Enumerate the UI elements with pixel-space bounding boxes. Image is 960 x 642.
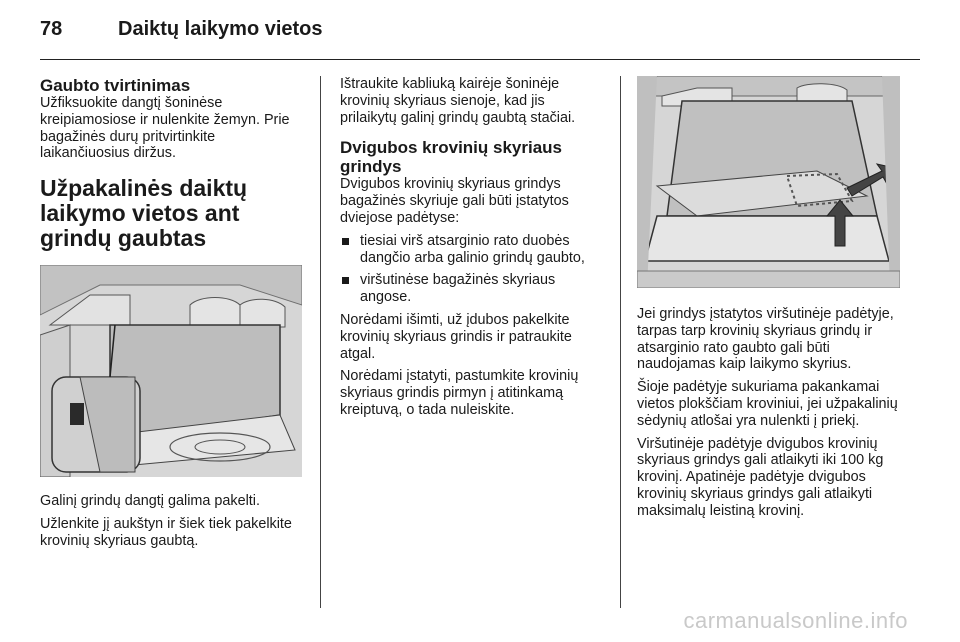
paragraph: Jei grindys įstatytos viršutinėje padėtyje, tarpas tarp krovinių skyriaus grindų ir atsarginio rato gaubto gali būti naudojamas kaip laikymo skyrius. [637, 306, 894, 373]
section-heading-double-floor: Dvigubos krovinių skyriaus grindys [340, 138, 563, 177]
list-item: tiesiai virš atsarginio rato duobės dangčio arba galinio grindų gaubto, [340, 233, 605, 267]
position-list [340, 233, 605, 306]
rear-floor-cover-illustration [40, 265, 302, 477]
column-3 [637, 76, 907, 526]
paragraph: Viršutinėje padėtyje dvigubos krovinių skyriaus grindys gali atlaikyti iki 100 kg krovinį. Apatinėje padėtyje dvigubos krovinių skyriaus grindys gali atlaikyti maksimalų leistiną krovinį. [637, 435, 884, 519]
page-title: Daiktų laikymo vietos [118, 18, 323, 40]
paragraph: Norėdami išimti, už įdubos pakelkite krovinių skyriaus grindis ir patraukite atgal. [340, 311, 572, 362]
paragraph: Norėdami įstatyti, pastumkite krovinių skyriaus grindis pirmyn į atitinkamą kreiptuvą, o tada nuleiskite. [340, 368, 579, 418]
paragraph: Šioje padėtyje sukuriama pakankamai vietos plokščiam kroviniui, jei užpakalinių sėdynių atlošai yra nulenkti į priekį. [637, 379, 898, 429]
list-item: viršutinėse bagažinės skyriaus angose. [340, 272, 605, 306]
page-number: 78 [40, 18, 63, 40]
caption-paragraph: Galinį grindų dangtį galima pakelti. [40, 493, 260, 510]
column-2 [340, 76, 605, 425]
column-divider-1 [320, 76, 321, 608]
section-heading-cover-fastening: Gaubto tvirtinimas [40, 76, 191, 95]
page-header [40, 18, 920, 48]
double-floor-illustration [637, 76, 900, 288]
watermark-text: carmanualsonline.info [683, 608, 908, 633]
section-heading-rear-floor-storage: Užpakalinės daiktų laikymo vietos ant grindų gaubtas [40, 175, 248, 252]
header-divider [40, 59, 920, 60]
bullet-square-icon [342, 238, 349, 245]
bullet-square-icon [342, 277, 349, 284]
cargo-floor-drawing [637, 76, 900, 288]
cargo-area-drawing [40, 265, 302, 477]
paragraph: Užfiksuokite dangtį šoninėse kreipiamosiose ir nulenkite žemyn. Prie bagažinės durų pritvirtinkite laikančiuosius diržus. [40, 95, 290, 162]
paragraph: Dvigubos krovinių skyriaus grindys bagažinės skyriuje gali būti įstatytos dviejose padėtyse: [340, 176, 569, 226]
paragraph: Ištraukite kabliuką kairėje šoninėje krovinių skyriaus sienoje, kad jis prilaikytų galinį grindų gaubtą stačiai. [340, 76, 576, 126]
column-1 [40, 76, 303, 556]
caption-paragraph: Užlenkite jį aukštyn ir šiek tiek pakelkite krovinių skyriaus gaubtą. [40, 515, 292, 549]
column-divider-2 [620, 76, 621, 608]
